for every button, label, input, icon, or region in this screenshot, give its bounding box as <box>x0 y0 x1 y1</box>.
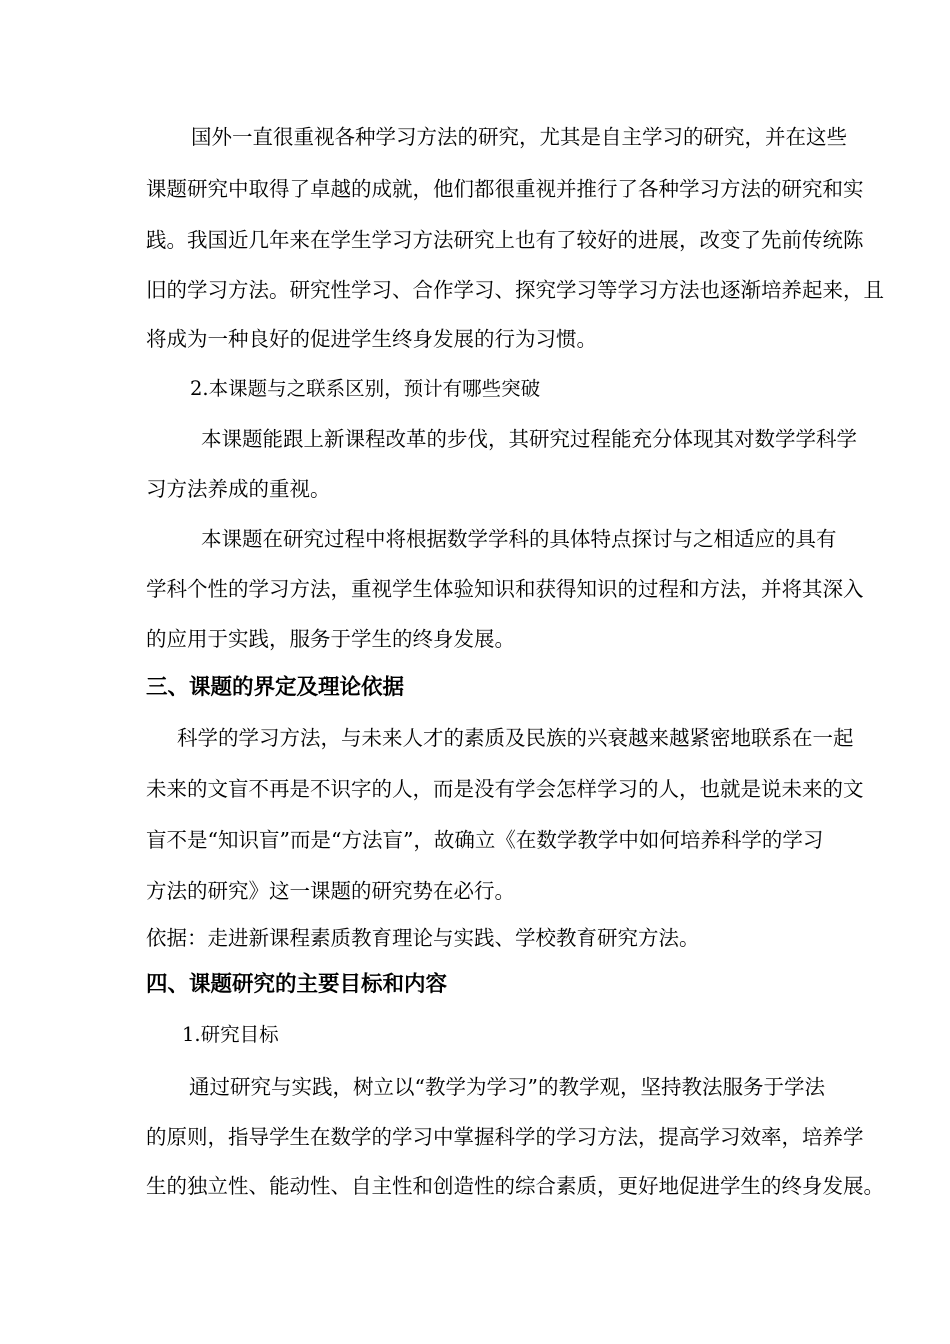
paragraph-line: 将成为一种良好的促进学生终身发展的行为习惯。 <box>146 327 597 351</box>
paragraph-line: 本课题能跟上新课程改革的步伐，其研究过程能充分体现其对数学学科学 <box>201 427 857 451</box>
paragraph-line: 盲不是“知识盲”而是“方法盲”，故确立《在数学教学中如何培养科学的学习 <box>146 828 824 852</box>
paragraph-line: 习方法养成的重视。 <box>146 477 331 501</box>
paragraph-line: 的应用于实践，服务于学生的终身发展。 <box>146 627 515 651</box>
paragraph-line: 旧的学习方法。研究性学习、合作学习、探究学习等学习方法也逐渐培养起来，且 <box>146 278 884 302</box>
paragraph-line: 未来的文盲不再是不识字的人，而是没有学会怎样学习的人，也就是说未来的文 <box>146 777 864 801</box>
section-heading: 四、课题研究的主要目标和内容 <box>146 972 448 997</box>
paragraph-line: 通过研究与实践，树立以“教学为学习”的教学观，坚持教法服务于学法 <box>189 1075 825 1099</box>
section-heading: 三、课题的界定及理论依据 <box>146 675 405 700</box>
paragraph-line: 方法的研究》这一课题的研究势在必行。 <box>146 879 515 903</box>
paragraph-line: 本课题在研究过程中将根据数学学科的具体特点探讨与之相适应的具有 <box>201 527 837 551</box>
paragraph-line: 践。我国近几年来在学生学习方法研究上也有了较好的进展，改变了先前传统陈 <box>146 228 864 252</box>
paragraph-line: 学科个性的学习方法，重视学生体验知识和获得知识的过程和方法，并将其深入 <box>146 577 864 601</box>
sub-heading: 2.本课题与之联系区别，预计有哪些突破 <box>190 377 541 400</box>
sub-heading: 1.研究目标 <box>182 1023 279 1046</box>
paragraph-line: 生的独立性、能动性、自主性和创造性的综合素质，更好地促进学生的终身发展。 <box>146 1174 884 1198</box>
basis-line: 依据：走进新课程素质教育理论与实践、学校教育研究方法。 <box>146 926 700 950</box>
paragraph-line: 国外一直很重视各种学习方法的研究，尤其是自主学习的研究，并在这些 <box>191 125 847 149</box>
paragraph-line: 科学的学习方法，与未来人才的素质及民族的兴衰越来越紧密地联系在一起 <box>177 726 854 750</box>
paragraph-line: 课题研究中取得了卓越的成就，他们都很重视并推行了各种学习方法的研究和实 <box>146 177 864 201</box>
paragraph-line: 的原则，指导学生在数学的学习中掌握科学的学习方法，提高学习效率，培养学 <box>146 1125 864 1149</box>
